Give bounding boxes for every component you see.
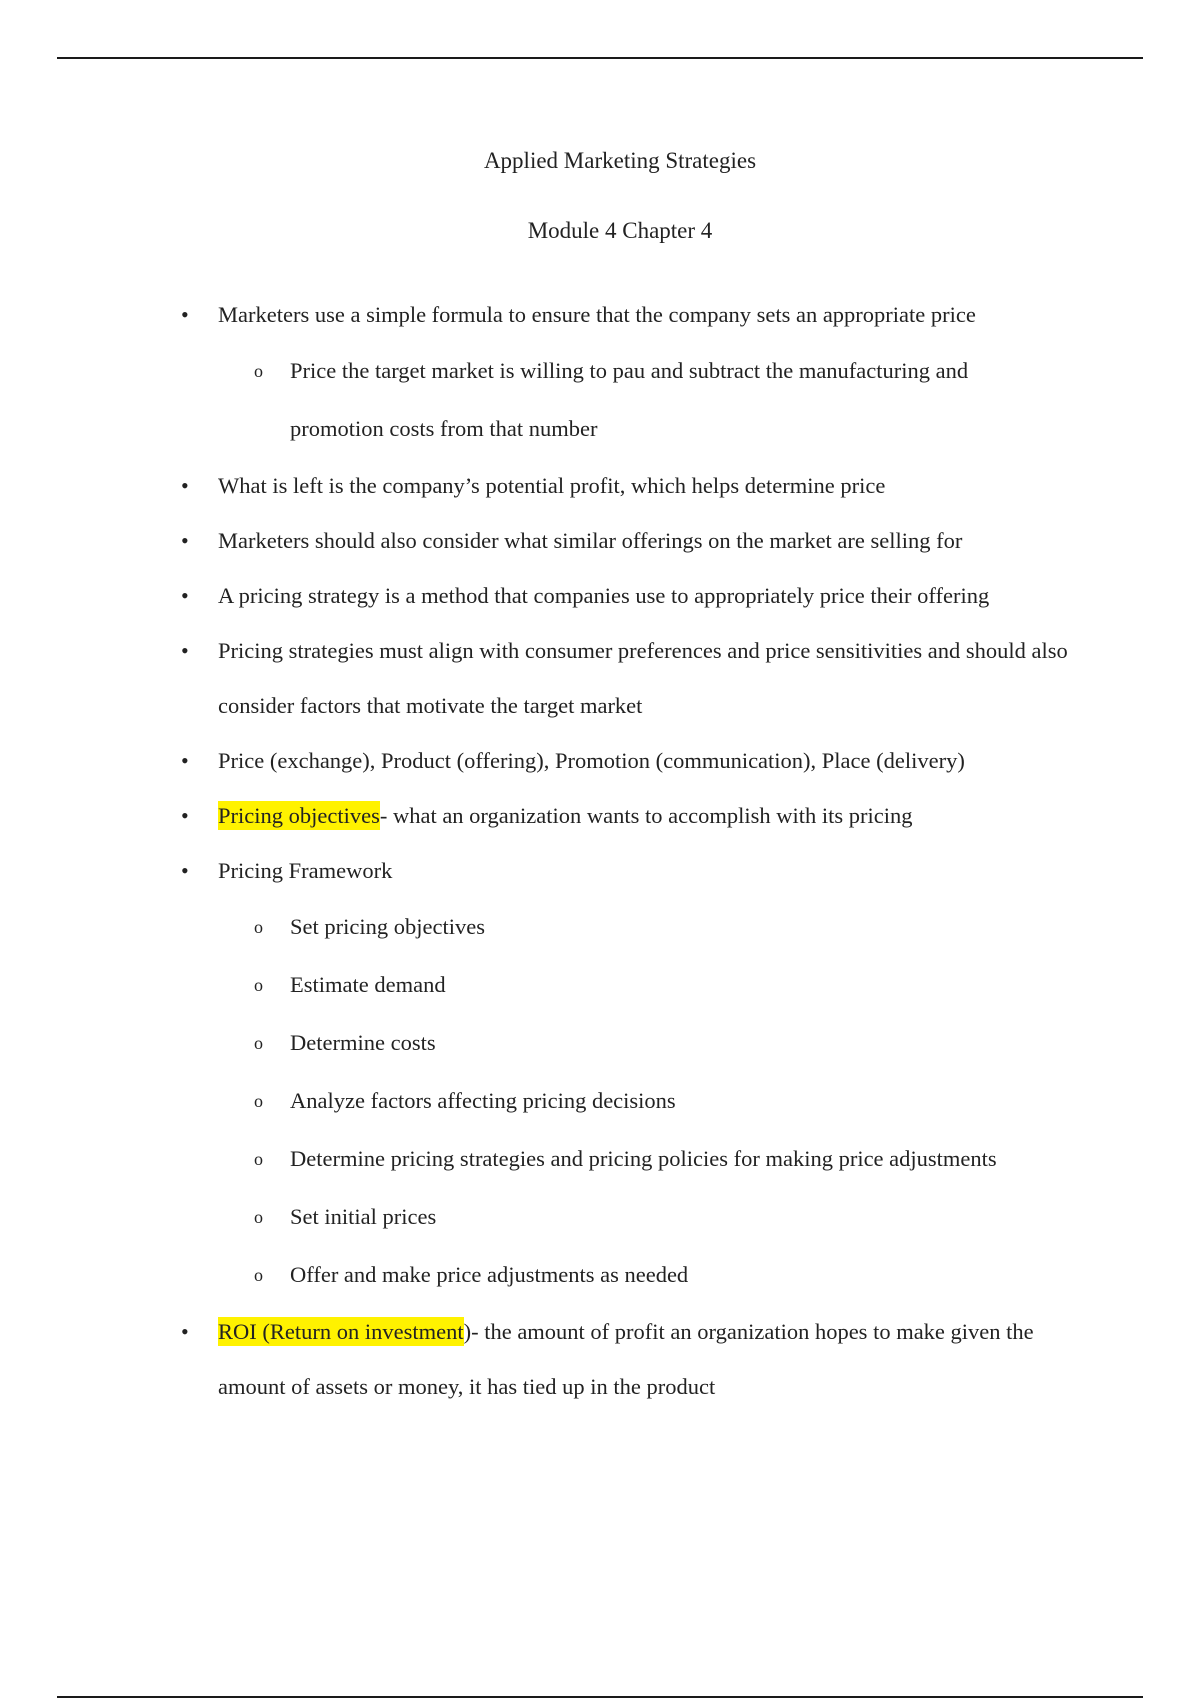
list-item-text: Estimate demand xyxy=(290,972,446,997)
sub-list-item xyxy=(0,1014,1200,1072)
bullet-circle-icon: o xyxy=(254,1091,263,1111)
list-item-text: Offer and make price adjustments as needed xyxy=(290,1262,689,1287)
document-subtitle: Module 4 Chapter 4 xyxy=(527,218,713,243)
sub-list-item xyxy=(0,956,1200,1014)
highlighted-term: ROI (Return on investment xyxy=(218,1319,464,1344)
bullet-circle-icon: o xyxy=(254,1033,263,1053)
bullet-circle-icon: o xyxy=(254,975,263,995)
list-item-text: What is left is the company’s potential profit, which helps determine price xyxy=(218,473,886,498)
list-item xyxy=(0,623,1200,733)
bullet-circle-icon: o xyxy=(254,361,263,381)
list-item xyxy=(0,788,1200,843)
bullet-circle-icon: o xyxy=(254,917,263,937)
bullet-dot-icon: • xyxy=(181,1319,189,1344)
sub-list-item xyxy=(0,1130,1200,1188)
bullet-dot-icon: • xyxy=(181,302,189,327)
list-item-text: Price the target market is willing to pau and subtract the manufacturing and promotion costs from that number xyxy=(290,358,969,441)
list-item-text: Marketers should also consider what similar offerings on the market are selling for xyxy=(218,528,963,553)
list-item xyxy=(0,843,1200,898)
bullet-dot-icon: • xyxy=(181,803,189,828)
list-item-text: - what an organization wants to accomplish with its pricing xyxy=(379,803,913,828)
sub-list-item xyxy=(0,898,1200,956)
bullet-dot-icon: • xyxy=(181,583,189,608)
bullet-circle-icon: o xyxy=(254,1149,263,1169)
sub-list-item xyxy=(0,342,1200,458)
bullet-circle-icon: o xyxy=(254,1207,263,1227)
list-item-text: Price (exchange), Product (offering), Promotion (communication), Place (delivery) xyxy=(218,748,965,773)
list-item-text: Pricing strategies must align with consumer preferences and price sensitivities and should also consider factors that motivate the target market xyxy=(218,638,1068,718)
list-item-text: Set pricing objectives xyxy=(290,914,485,939)
list-item xyxy=(0,458,1200,513)
list-item-text: Marketers use a simple formula to ensure that the company sets an appropriate price xyxy=(218,302,976,327)
bullet-dot-icon: • xyxy=(181,748,189,773)
highlighted-term: Pricing objectives xyxy=(218,803,380,828)
bullet-dot-icon: • xyxy=(181,638,189,663)
sub-list-item xyxy=(0,1072,1200,1130)
list-item xyxy=(0,513,1200,568)
sub-list-item xyxy=(0,1246,1200,1304)
bullet-dot-icon: • xyxy=(181,858,189,883)
list-item-text: A pricing strategy is a method that companies use to appropriately price their offering xyxy=(218,583,990,608)
bullet-dot-icon: • xyxy=(181,473,189,498)
bullet-dot-icon: • xyxy=(181,528,189,553)
list-item xyxy=(0,1304,1200,1414)
list-item-text: Analyze factors affecting pricing decisions xyxy=(290,1088,676,1113)
list-item-text: Set initial prices xyxy=(290,1204,437,1229)
list-item-text: Determine pricing strategies and pricing policies for making price adjustments xyxy=(290,1146,997,1171)
bottom-rule xyxy=(57,1696,1143,1698)
list-item xyxy=(0,568,1200,623)
sub-list-item xyxy=(0,1188,1200,1246)
bullet-circle-icon: o xyxy=(254,1265,263,1285)
document-title: Applied Marketing Strategies xyxy=(483,148,757,173)
bullet-list xyxy=(0,287,1200,1414)
list-item-text: Pricing Framework xyxy=(218,858,393,883)
list-item xyxy=(0,733,1200,788)
list-item xyxy=(0,287,1200,342)
list-item-text: Determine costs xyxy=(290,1030,436,1055)
list-item-text: )- the amount of profit an organization hopes to make given the amount of assets or money, it has tied up in the product xyxy=(218,1319,1034,1399)
top-rule xyxy=(57,57,1143,59)
